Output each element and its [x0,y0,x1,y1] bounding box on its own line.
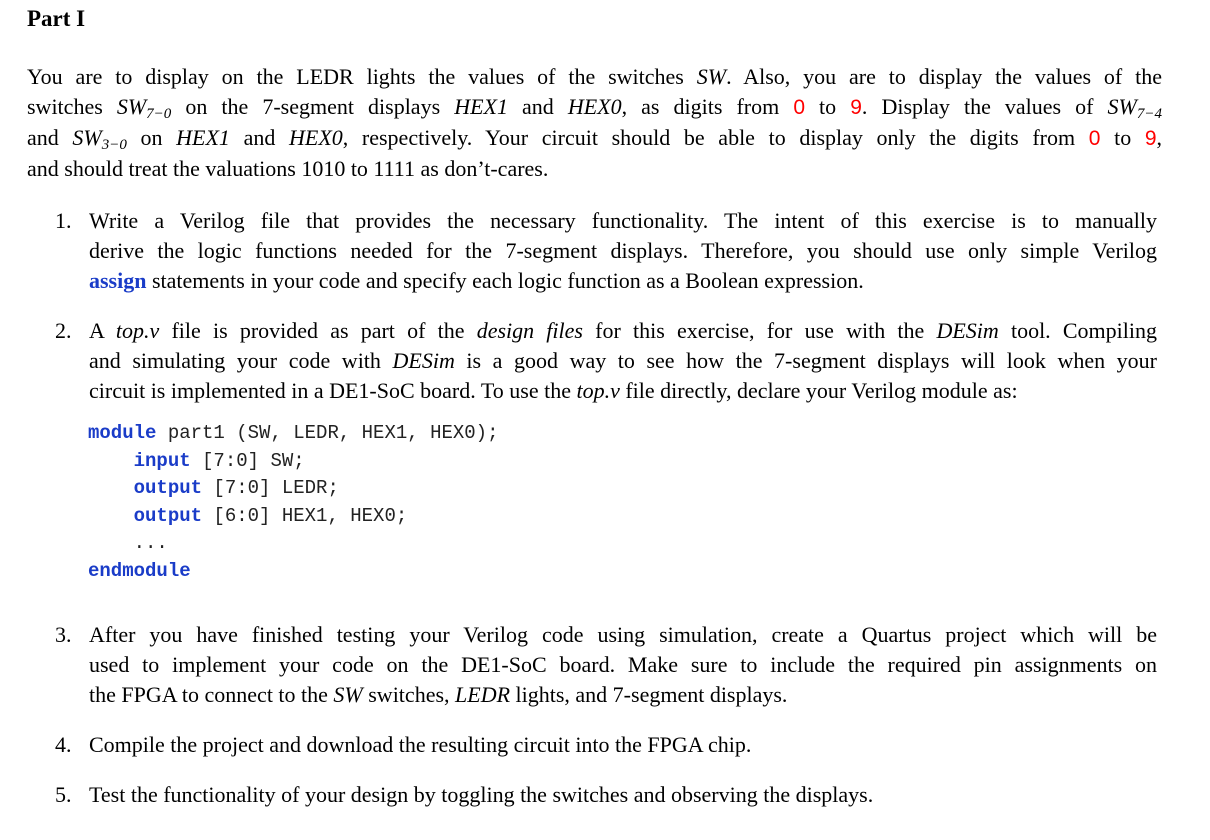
section-heading: Part I [27,6,86,31]
intro-paragraph: You are to display on the LEDR lights the values of the switches SW. Also, you are to display the values of the switches $SW_{7-0}$ on the 7-segment displays HEX1 and HEX0, as digits from 0 to 9. Display the values of $SW_{7-4}$ and $SW_{3-0}$ on HEX1 and HEX0, respectively. Your circuit should be able to display only the digits from 0 to 9, and should treat the valuations 1010 to 1111 as don’t-cares. [27,64,1163,181]
list-number: 5. [55,782,72,807]
digit-nine: 9 [850,96,862,119]
digit-zero: 0 [793,96,805,119]
list-number: 4. [55,732,72,757]
list-number: 3. [55,622,72,647]
assign-keyword: assign [89,268,147,293]
list-number: 2. [55,318,72,343]
list-number: 1. [55,208,72,233]
digit-nine: 9 [1144,127,1157,150]
verilog-code-block: module part1 (SW, LEDR, HEX1, HEX0); input [7:0] SW; output [7:0] LEDR; output [6:0] HEX1, HEX0; ... endmodule [88,422,499,582]
digit-zero: 0 [1088,127,1101,150]
